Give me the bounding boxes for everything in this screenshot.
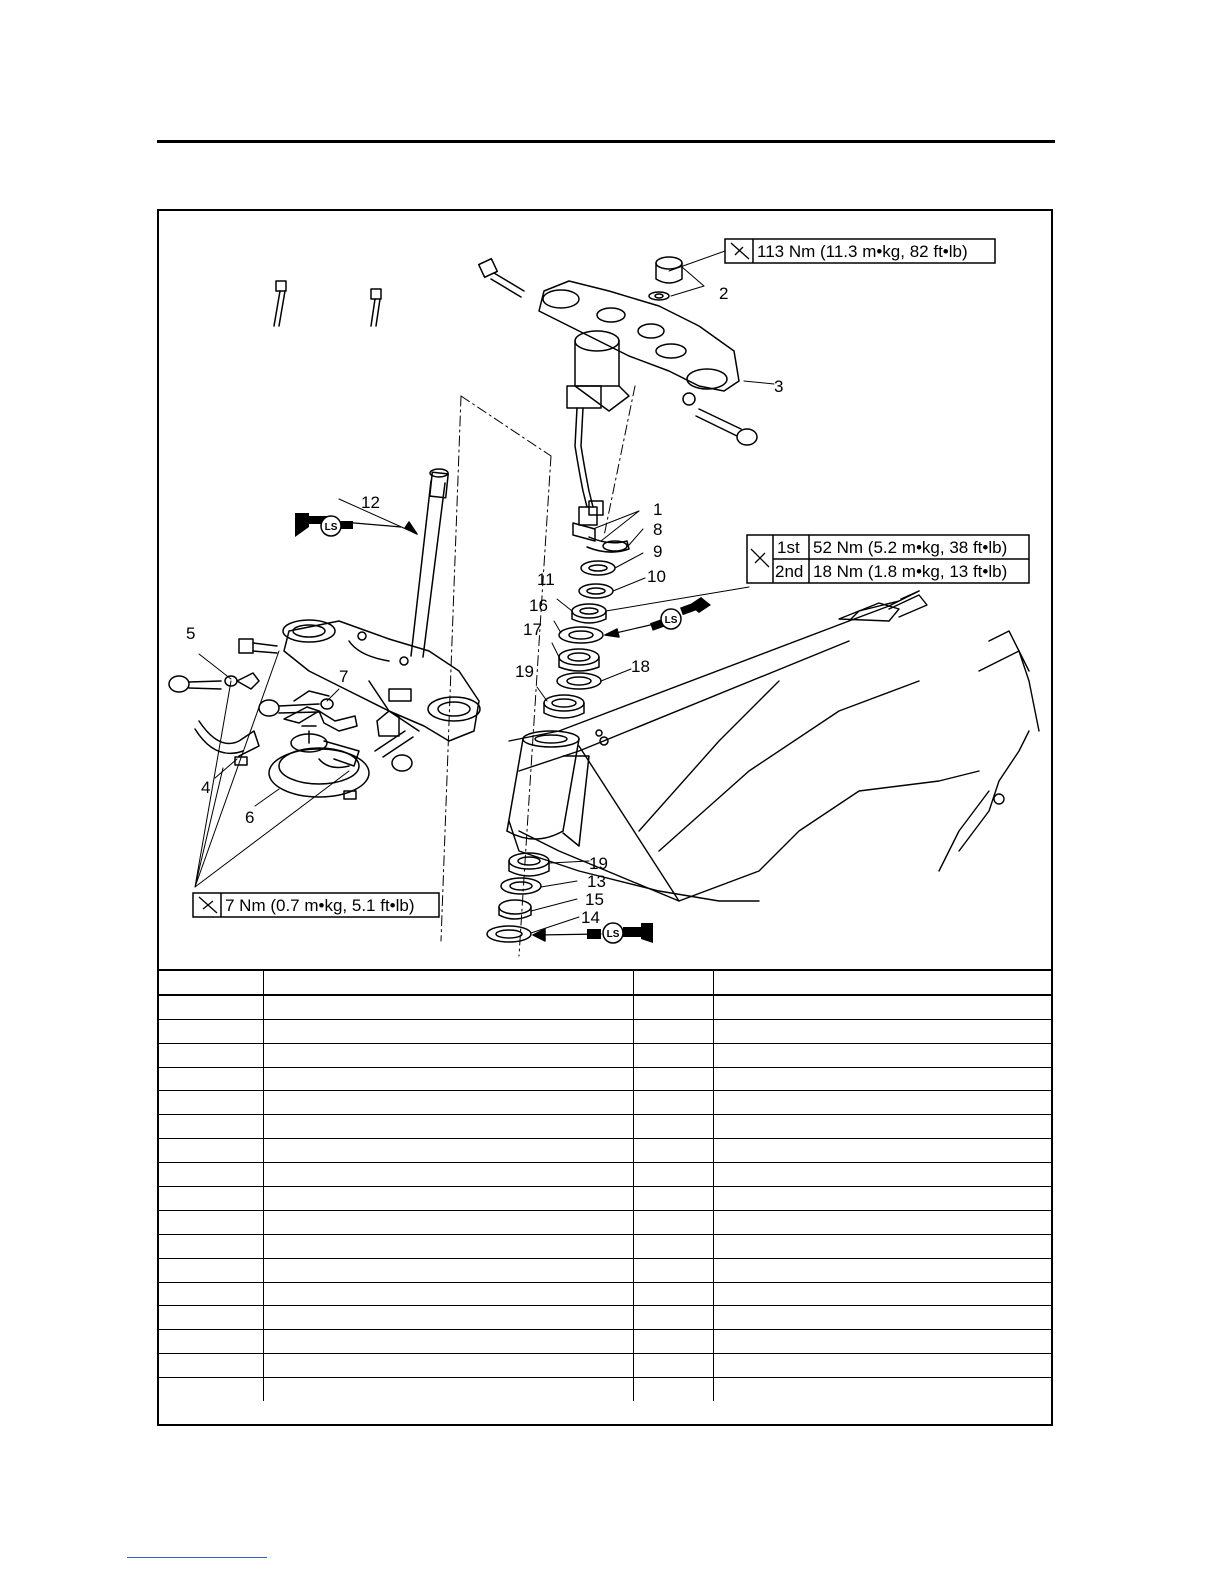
table-row	[159, 1187, 1053, 1211]
table-cell	[159, 1067, 264, 1091]
callout-8: 8	[653, 520, 663, 539]
table-cell	[634, 1378, 714, 1401]
table-cell	[634, 1067, 714, 1091]
table-cell	[159, 1019, 264, 1043]
table-cell	[159, 1234, 264, 1258]
callout-1: 1	[653, 500, 663, 519]
callout-2: 2	[719, 284, 729, 303]
parts-table	[159, 969, 1053, 1401]
torque-step-1-label: 1st	[777, 538, 800, 557]
table-cell	[634, 1210, 714, 1234]
table-cell	[714, 1019, 1054, 1043]
table-cell	[159, 1043, 264, 1067]
table-cell	[714, 1378, 1054, 1401]
callout-9: 9	[653, 542, 663, 561]
horn	[195, 721, 369, 799]
table-row	[159, 1139, 1053, 1163]
callout-16: 16	[529, 596, 548, 615]
callout-17: 17	[523, 620, 542, 639]
callout-11: 11	[537, 570, 555, 589]
table-cell	[264, 1354, 634, 1378]
table-cell	[714, 1139, 1054, 1163]
callout-6: 6	[245, 808, 255, 827]
table-cell	[714, 1163, 1054, 1187]
torque-box-top	[725, 239, 995, 263]
header-rule	[157, 140, 1055, 143]
table-cell	[714, 1043, 1054, 1067]
table-row	[159, 1282, 1053, 1306]
table-cell	[159, 1210, 264, 1234]
table-cell	[159, 970, 264, 995]
table-cell	[264, 1163, 634, 1187]
callout-18: 18	[631, 657, 650, 676]
table-cell	[634, 1139, 714, 1163]
table-cell	[634, 970, 714, 995]
table-cell	[159, 995, 264, 1019]
bearing-stack-lower	[487, 853, 549, 942]
table-cell	[264, 1019, 634, 1043]
table-row	[159, 1258, 1053, 1282]
callout-10: 10	[647, 567, 666, 586]
table-row	[159, 1091, 1053, 1115]
table-cell	[634, 1282, 714, 1306]
table-row	[159, 1115, 1053, 1139]
table-cell	[714, 1258, 1054, 1282]
table-cell	[714, 995, 1054, 1019]
table-cell	[159, 1139, 264, 1163]
grease-badge: LS	[664, 615, 678, 626]
table-row	[159, 1163, 1053, 1187]
table-cell	[634, 1258, 714, 1282]
callout-5: 5	[186, 624, 196, 643]
table-cell	[264, 1330, 634, 1354]
callout-13: 13	[587, 872, 606, 891]
torque-step-1-value: 52 Nm (5.2 m•kg, 38 ft•lb)	[813, 538, 1008, 557]
table-cell	[159, 1091, 264, 1115]
table-cell	[159, 1282, 264, 1306]
table-cell	[159, 1330, 264, 1354]
table-cell	[714, 1187, 1054, 1211]
callout-3: 3	[774, 377, 784, 396]
grease-badge: LS	[606, 929, 620, 940]
diagram-frame	[157, 209, 1053, 1426]
table-cell	[264, 1139, 634, 1163]
table-cell	[634, 1234, 714, 1258]
table-cell	[159, 1163, 264, 1187]
table-cell	[264, 1067, 634, 1091]
lower-bracket-fasteners	[169, 281, 413, 771]
torque-step-2-label: 2nd	[775, 562, 804, 581]
table-cell	[634, 1043, 714, 1067]
footer-link-underline	[127, 1557, 267, 1558]
table-cell	[634, 1163, 714, 1187]
table-row	[159, 1234, 1053, 1258]
table-cell	[714, 1234, 1054, 1258]
table-cell	[264, 1115, 634, 1139]
table-row	[159, 970, 1053, 995]
grease-badge: LS	[324, 522, 338, 533]
steering-stem-nut	[649, 257, 682, 300]
grease-gun-icon	[295, 513, 353, 537]
table-cell	[634, 1187, 714, 1211]
steering-stem	[411, 469, 448, 657]
table-cell	[634, 995, 714, 1019]
table-cell	[264, 1091, 634, 1115]
torque-box-steering-nut	[747, 535, 1029, 583]
table-cell	[264, 995, 634, 1019]
callout-14: 14	[581, 908, 600, 927]
table-row	[159, 1354, 1053, 1378]
table-row	[159, 1067, 1053, 1091]
table-cell	[634, 1019, 714, 1043]
table-cell	[634, 1354, 714, 1378]
table-cell	[264, 1306, 634, 1330]
table-cell	[264, 1282, 634, 1306]
upper-bracket-bolt	[479, 259, 524, 297]
table-cell	[714, 1210, 1054, 1234]
table-row	[159, 1306, 1053, 1330]
table-cell	[264, 1043, 634, 1067]
table-cell	[634, 1306, 714, 1330]
table-cell	[634, 1091, 714, 1115]
callout-4: 4	[201, 778, 211, 797]
table-cell	[714, 970, 1054, 995]
steering-head-exploded-diagram	[159, 211, 1053, 969]
table-cell	[264, 1258, 634, 1282]
bearing-stack-upper	[544, 523, 629, 718]
callout-15: 15	[585, 890, 604, 909]
table-cell	[714, 1115, 1054, 1139]
table-cell	[714, 1282, 1054, 1306]
table-cell	[264, 1378, 634, 1401]
table-cell	[159, 1378, 264, 1401]
upper-bracket	[539, 281, 739, 525]
table-cell	[264, 1187, 634, 1211]
torque-value-top: 113 Nm (11.3 m•kg, 82 ft•lb)	[757, 242, 968, 261]
table-row	[159, 995, 1053, 1019]
table-cell	[714, 1306, 1054, 1330]
table-cell	[714, 1330, 1054, 1354]
table-cell	[714, 1354, 1054, 1378]
callout-19-lower: 19	[589, 854, 608, 873]
table-cell	[634, 1330, 714, 1354]
table-cell	[159, 1115, 264, 1139]
table-row	[159, 1043, 1053, 1067]
table-cell	[264, 1210, 634, 1234]
table-cell	[264, 1234, 634, 1258]
torque-box-bottom	[193, 893, 439, 917]
table-cell	[634, 1115, 714, 1139]
table-row	[159, 1019, 1053, 1043]
table-row	[159, 1378, 1053, 1401]
table-row	[159, 1210, 1053, 1234]
callout-19: 19	[515, 662, 534, 681]
table-cell	[159, 1187, 264, 1211]
table-cell	[159, 1258, 264, 1282]
torque-value-bottom: 7 Nm (0.7 m•kg, 5.1 ft•lb)	[225, 896, 415, 915]
table-cell	[714, 1067, 1054, 1091]
callout-12: 12	[361, 493, 380, 512]
table-cell	[264, 970, 634, 995]
torque-step-2-value: 18 Nm (1.8 m•kg, 13 ft•lb)	[813, 562, 1008, 581]
pinch-bolt	[696, 409, 757, 445]
table-cell	[159, 1306, 264, 1330]
callout-7: 7	[339, 667, 349, 686]
table-cell	[714, 1091, 1054, 1115]
head-pipe	[507, 730, 608, 846]
table-cell	[159, 1354, 264, 1378]
table-row	[159, 1330, 1053, 1354]
